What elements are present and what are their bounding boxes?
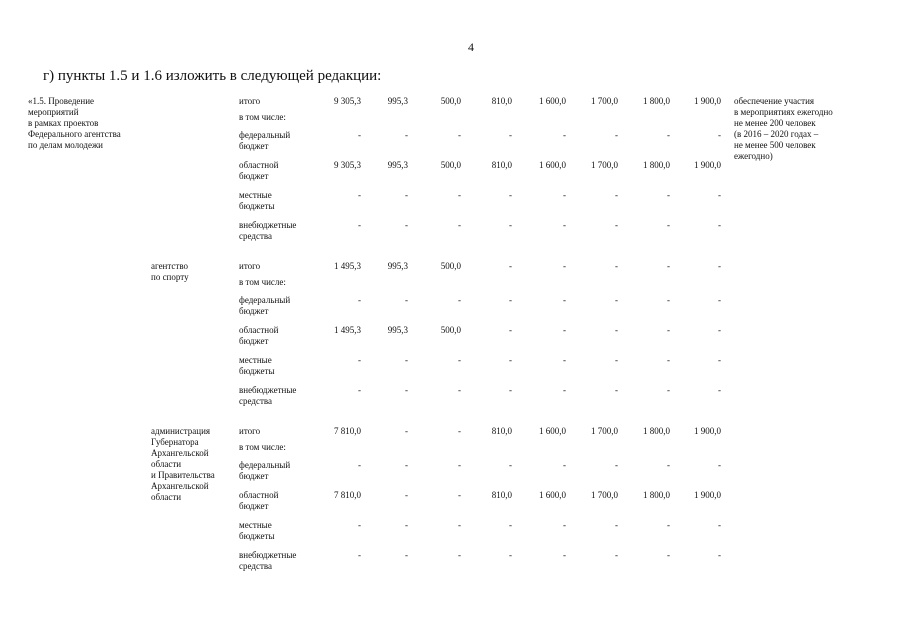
value-cell: - [615, 220, 618, 230]
value-cell: - [718, 385, 721, 395]
value-cell: 1 600,0 [539, 96, 566, 106]
value-cell: - [718, 325, 721, 335]
value-cell: - [509, 261, 512, 271]
value-cell: - [563, 520, 566, 530]
value-cell: - [458, 190, 461, 200]
value-cell: - [563, 261, 566, 271]
value-cell: - [563, 385, 566, 395]
value-cell: - [563, 355, 566, 365]
value-cell: - [667, 385, 670, 395]
value-cell: 500,0 [440, 160, 461, 170]
value-cell: - [405, 460, 408, 470]
value-cell: 1 700,0 [591, 160, 618, 170]
value-cell: 500,0 [440, 261, 461, 271]
value-cell: - [563, 220, 566, 230]
value-cell: 1 900,0 [694, 490, 721, 500]
row-label: внебюджетные средства [239, 550, 297, 571]
value-cell: 1 600,0 [539, 490, 566, 500]
value-cell: 810,0 [491, 96, 512, 106]
value-cell: - [509, 325, 512, 335]
value-cell: 810,0 [491, 490, 512, 500]
value-cell: 1 495,3 [334, 325, 361, 335]
row-label: областной бюджет [239, 160, 279, 181]
value-cell: - [718, 261, 721, 271]
value-cell: - [458, 295, 461, 305]
value-cell: - [509, 550, 512, 560]
value-cell: - [358, 385, 361, 395]
value-cell: 1 800,0 [643, 490, 670, 500]
row-label: в том числе: [239, 442, 286, 452]
value-cell: 1 800,0 [643, 426, 670, 436]
value-cell: - [563, 550, 566, 560]
value-cell: - [615, 130, 618, 140]
value-cell: 1 600,0 [539, 160, 566, 170]
value-cell: - [405, 295, 408, 305]
row-label: местные бюджеты [239, 355, 275, 376]
value-cell: - [718, 355, 721, 365]
value-cell: - [358, 130, 361, 140]
target-note: обеспечение участия в мероприятиях ежегодно не менее 200 человек (в 2016 – 2020 годах – не менее 500 человек ежегодно) [734, 96, 833, 161]
row-label: местные бюджеты [239, 190, 275, 211]
value-cell: - [509, 520, 512, 530]
value-cell: 810,0 [491, 426, 512, 436]
value-cell: - [615, 355, 618, 365]
value-cell: - [458, 130, 461, 140]
value-cell: 995,3 [387, 160, 408, 170]
heading: г) пункты 1.5 и 1.6 изложить в следующей редакции: [43, 68, 382, 84]
value-cell: - [405, 490, 408, 500]
executor: администрация Губернатора Архангельской области и Правительства Архангельской области [151, 426, 215, 502]
value-cell: 1 900,0 [694, 96, 721, 106]
value-cell: - [667, 460, 670, 470]
row-label: областной бюджет [239, 325, 279, 346]
row-label: областной бюджет [239, 490, 279, 511]
value-cell: - [458, 385, 461, 395]
value-cell: 9 305,3 [334, 96, 361, 106]
value-cell: - [458, 355, 461, 365]
value-cell: - [563, 325, 566, 335]
value-cell: 7 810,0 [334, 426, 361, 436]
row-label: итого [239, 426, 261, 436]
value-cell: - [667, 520, 670, 530]
value-cell: - [718, 550, 721, 560]
value-cell: - [615, 190, 618, 200]
value-cell: 1 800,0 [643, 96, 670, 106]
value-cell: - [405, 385, 408, 395]
value-cell: 500,0 [440, 325, 461, 335]
value-cell: 9 305,3 [334, 160, 361, 170]
value-cell: - [509, 130, 512, 140]
value-cell: - [563, 460, 566, 470]
value-cell: - [509, 220, 512, 230]
value-cell: 1 700,0 [591, 426, 618, 436]
value-cell: - [615, 261, 618, 271]
value-cell: - [405, 130, 408, 140]
value-cell: - [615, 385, 618, 395]
value-cell: - [667, 190, 670, 200]
value-cell: 1 600,0 [539, 426, 566, 436]
value-cell: - [718, 190, 721, 200]
value-cell: 1 700,0 [591, 96, 618, 106]
value-cell: - [458, 550, 461, 560]
value-cell: - [509, 385, 512, 395]
value-cell: - [667, 325, 670, 335]
value-cell: - [509, 190, 512, 200]
value-cell: - [358, 190, 361, 200]
value-cell: - [509, 460, 512, 470]
page-number: 4 [468, 40, 474, 54]
value-cell: 1 700,0 [591, 490, 618, 500]
value-cell: - [667, 130, 670, 140]
value-cell: - [718, 130, 721, 140]
value-cell: - [458, 490, 461, 500]
value-cell: - [358, 220, 361, 230]
value-cell: - [405, 550, 408, 560]
value-cell: 810,0 [491, 160, 512, 170]
row-label: внебюджетные средства [239, 220, 297, 241]
value-cell: 1 495,3 [334, 261, 361, 271]
value-cell: 995,3 [387, 261, 408, 271]
value-cell: - [405, 426, 408, 436]
value-cell: - [358, 520, 361, 530]
value-cell: - [405, 520, 408, 530]
row-label: итого [239, 261, 261, 271]
value-cell: 1 900,0 [694, 426, 721, 436]
value-cell: - [358, 550, 361, 560]
value-cell: 1 900,0 [694, 160, 721, 170]
value-cell: - [718, 460, 721, 470]
value-cell: - [667, 220, 670, 230]
value-cell: - [667, 355, 670, 365]
value-cell: - [667, 295, 670, 305]
row-label: местные бюджеты [239, 520, 275, 541]
value-cell: - [615, 295, 618, 305]
value-cell: - [615, 325, 618, 335]
value-cell: - [718, 520, 721, 530]
value-cell: - [458, 220, 461, 230]
row-label: федеральный бюджет [239, 460, 291, 481]
value-cell: - [405, 355, 408, 365]
value-cell: - [615, 520, 618, 530]
value-cell: 995,3 [387, 96, 408, 106]
value-cell: 500,0 [440, 96, 461, 106]
row-label: в том числе: [239, 277, 286, 287]
value-cell: - [667, 550, 670, 560]
item-title: «1.5. Проведение мероприятий в рамках проектов Федерального агентства по делам молодежи [28, 96, 121, 150]
value-cell: 7 810,0 [334, 490, 361, 500]
value-cell: - [358, 355, 361, 365]
value-cell: - [563, 190, 566, 200]
row-label: федеральный бюджет [239, 295, 291, 316]
value-cell: - [615, 550, 618, 560]
row-label: федеральный бюджет [239, 130, 291, 151]
value-cell: - [718, 220, 721, 230]
value-cell: - [458, 426, 461, 436]
value-cell: - [358, 295, 361, 305]
value-cell: - [615, 460, 618, 470]
executor: агентство по спорту [151, 261, 189, 282]
row-label: внебюджетные средства [239, 385, 297, 406]
value-cell: - [509, 355, 512, 365]
value-cell: - [563, 295, 566, 305]
value-cell: - [458, 460, 461, 470]
value-cell: - [509, 295, 512, 305]
value-cell: 1 800,0 [643, 160, 670, 170]
value-cell: 995,3 [387, 325, 408, 335]
value-cell: - [563, 130, 566, 140]
value-cell: - [458, 520, 461, 530]
row-label: итого [239, 96, 261, 106]
value-cell: - [405, 220, 408, 230]
value-cell: - [405, 190, 408, 200]
value-cell: - [718, 295, 721, 305]
value-cell: - [358, 460, 361, 470]
row-label: в том числе: [239, 112, 286, 122]
value-cell: - [667, 261, 670, 271]
